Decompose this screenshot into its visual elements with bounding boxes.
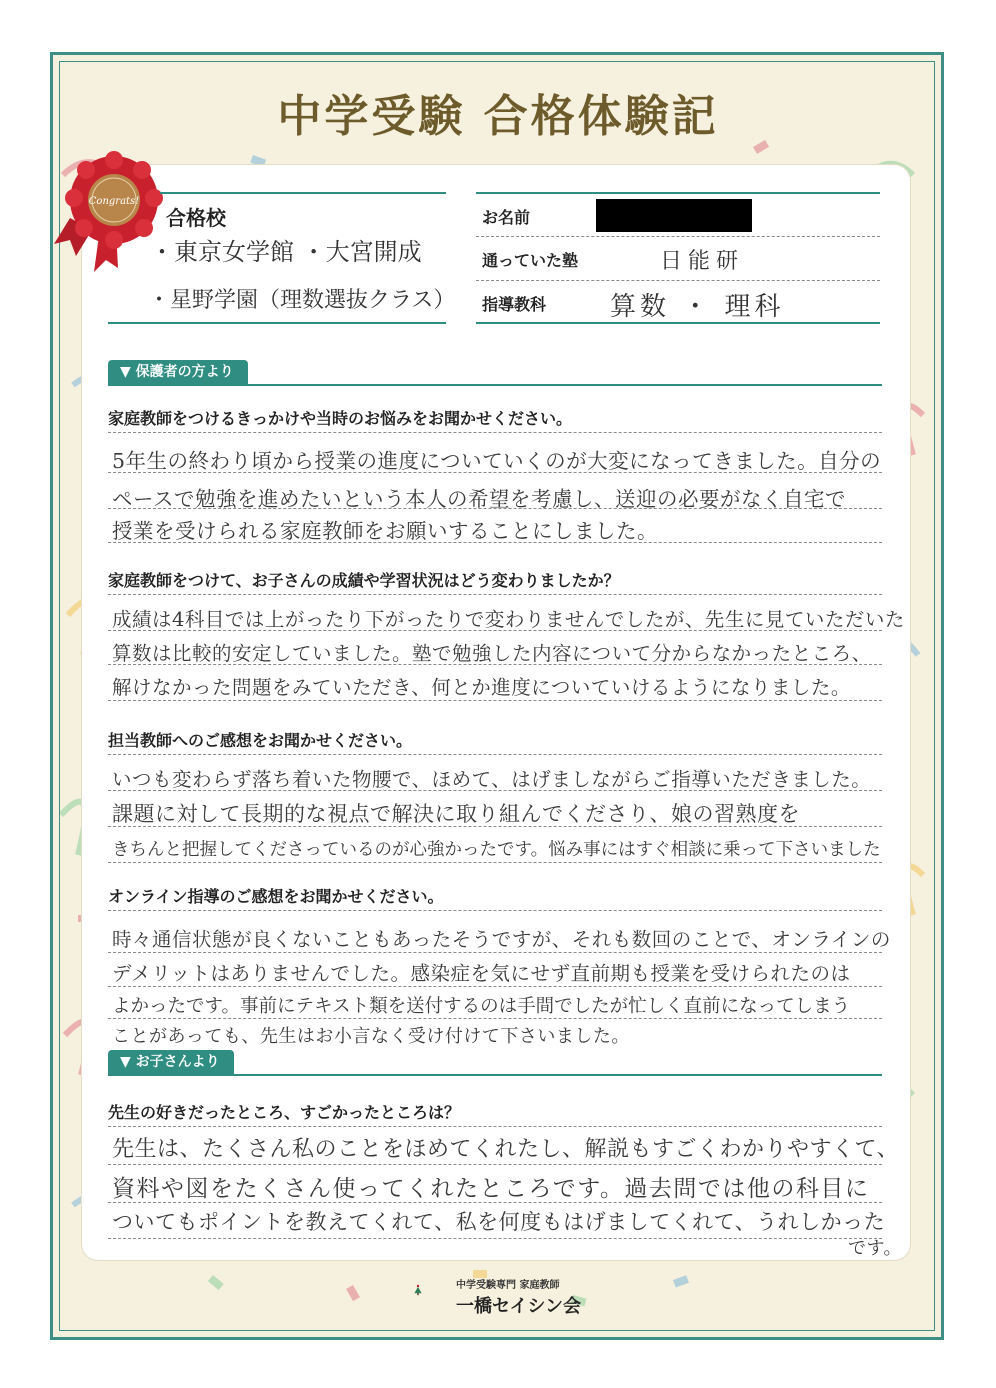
schools-line-1: ・東京女学館 ・大宮開成 <box>150 238 422 266</box>
child-section-tab: ▼ お子さんより <box>108 1050 234 1074</box>
writing-line <box>108 508 882 509</box>
parent-answer-4-line-1: 時々通信状態が良くないこともあったそうですが、それも数回のことで、オンラインの <box>112 928 891 951</box>
writing-line <box>108 630 882 631</box>
info-divider-2 <box>476 280 880 281</box>
rosette-text: Congrats! <box>88 196 140 207</box>
writing-line <box>108 1126 882 1127</box>
parent-answer-1-line-3: 授業を受けられる家庭教師をお願いすることにしました。 <box>112 519 658 543</box>
parent-answer-3-line-2: 課題に対して長期的な視点で解決に取り組んでくださり、娘の習熟度を <box>112 802 800 826</box>
child-answer-1-line-3: ついてもポイントを教えてくれて、私を何度もはげましてくれて、うれしかった <box>112 1210 886 1234</box>
info-divider-1 <box>476 236 880 237</box>
parent-answer-4-line-2: デメリットはありませんでした。感染症を気にせず直前期も授業を受けられたのは <box>112 962 851 985</box>
parent-answer-3-line-1: いつも変わらず落ち着いた物腰で、ほめて、はげましながらご指導いただきました。 <box>112 768 872 791</box>
writing-line <box>108 664 882 665</box>
writing-line <box>108 700 882 701</box>
child-question-1: 先生の好きだったところ、すごかったところは？ <box>108 1103 461 1122</box>
writing-line <box>108 910 882 911</box>
info-top-rule <box>476 192 880 194</box>
writing-line <box>108 1202 882 1203</box>
schools-top-rule <box>160 192 446 194</box>
parent-question-1: 家庭教師をつけるきっかけや当時のお悩みをお聞かせください。 <box>108 409 573 428</box>
child-answer-1-line-1: 先生は、たくさん私のことをほめてくれたし、解説もすごくわかりやすくて、 <box>112 1137 900 1162</box>
juku-value: 日能研 <box>660 249 745 274</box>
child-answer-1-line-2: 資料や図をたくさん使ってくれたところです。過去問では他の科目に <box>112 1176 870 1202</box>
juku-label: 通っていた塾 <box>482 251 579 270</box>
parent-answer-2-line-3: 解けなかった問題をみていただき、何とか進度についていけるようになりました。 <box>112 676 851 699</box>
writing-line <box>108 542 882 543</box>
parent-answer-3-line-3: きちんと把握してくださっているのが心強かったです。悩み事にはすぐ相談に乗って下さいました <box>112 840 881 860</box>
child-answer-1-line-4: です。 <box>848 1238 903 1259</box>
content-card <box>82 165 910 1260</box>
page-title: 中学受験 合格体験記 <box>277 91 719 142</box>
writing-line <box>108 472 882 473</box>
parent-answer-2-line-1: 成績は4科目では上がったり下がったりで変わりませんでしたが、先生に見ていただいた <box>112 608 905 631</box>
parent-question-3: 担当教師へのご感想をお聞かせください。 <box>108 731 413 750</box>
logo-name: 一橋セイシン会 <box>456 1296 582 1317</box>
parent-answer-1-line-2: ペースで勉強を進めたいという本人の希望を考慮し、送迎の必要がなく自宅で <box>112 487 846 511</box>
parent-answer-4-line-4: ことがあっても、先生はお小言なく受け付けて下さいました。 <box>112 1026 630 1047</box>
writing-line <box>108 1164 882 1165</box>
schools-label: 合格校 <box>166 206 226 230</box>
seishin-logo-icon <box>412 1268 452 1312</box>
writing-line <box>108 1018 882 1019</box>
subject-value: 算数 ・ 理科 <box>610 292 785 322</box>
parent-answer-2-line-2: 算数は比較的安定していました。塾で勉強した内容について分からなかったところ、 <box>112 642 872 665</box>
parent-answer-4-line-3: よかったです。事前にテキスト類を送付するのは手間でしたが忙しく直前になってしまう <box>112 996 851 1017</box>
info-bottom-rule <box>476 322 880 324</box>
parent-answer-1-line-1: 5年生の終わり頃から授業の進度についていくのが大変になってきました。自分の <box>112 449 882 473</box>
writing-line <box>108 1238 882 1239</box>
parent-section-tab: ▼ 保護者の方より <box>108 360 248 384</box>
parent-section-rule <box>108 384 882 386</box>
writing-line <box>108 432 882 433</box>
writing-line <box>108 790 882 791</box>
parent-question-4: オンライン指導のご感想をお聞かせください。 <box>108 887 444 906</box>
logo-subtitle: 中学受験専門 家庭教師 <box>456 1280 560 1291</box>
child-section-rule <box>108 1074 882 1076</box>
subject-label: 指導教科 <box>482 295 547 314</box>
schools-line-2: ・星野学園（理数選抜クラス） <box>148 288 456 313</box>
parent-question-2: 家庭教師をつけて、お子さんの成績や学習状況はどう変わりましたか？ <box>108 571 620 590</box>
writing-line <box>108 594 882 595</box>
writing-line <box>108 952 882 953</box>
schools-bottom-rule <box>108 322 446 324</box>
writing-line <box>108 826 882 827</box>
name-label: お名前 <box>482 208 531 227</box>
writing-line <box>108 862 882 863</box>
name-redaction <box>596 199 752 232</box>
writing-line <box>108 754 882 755</box>
writing-line <box>108 986 882 987</box>
